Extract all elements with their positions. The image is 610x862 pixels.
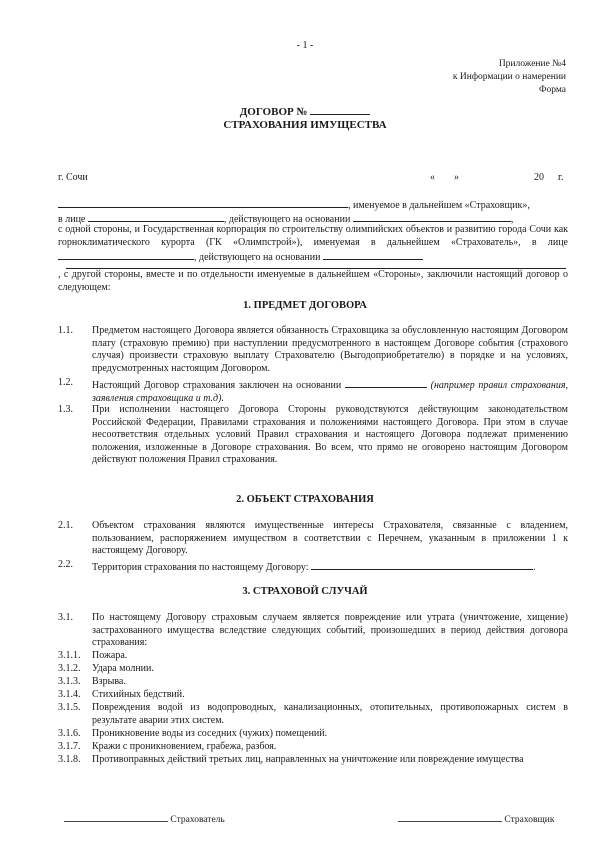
territory-blank xyxy=(311,559,533,570)
clause-text: Повреждения водой из водопроводных, канализационных, отопительных, противопожарных систем в результате аварии этих систем. xyxy=(92,702,568,726)
clause-text: Стихийных бедствий. xyxy=(92,689,185,700)
acting-basis-label: , действующего на основании xyxy=(223,214,351,225)
insurer-signature-line xyxy=(398,812,502,822)
annex-line-3: Форма xyxy=(538,85,566,95)
clause-number: 3.1.2. xyxy=(58,663,81,674)
page-number: - 1 - xyxy=(296,40,314,51)
annex-note xyxy=(453,58,566,97)
clause-number: 3.1.6. xyxy=(58,728,81,739)
insurer-basis-blank xyxy=(353,211,511,222)
contract-title-number: ДОГОВОР № xyxy=(239,106,308,118)
clause-number: 3.1.3. xyxy=(58,676,81,687)
section-title-3: 3. СТРАХОВОЙ СЛУЧАЙ xyxy=(242,586,368,597)
clause-text: По настоящему Договору страховым случаем является повреждение или утрата (уничтожение, хищение) застрахованного имущества вследствие следующих событий, произошедших в период действия договора страхования: xyxy=(92,612,568,648)
contract-title xyxy=(0,104,610,118)
clause-number: 3.1.7. xyxy=(58,741,81,752)
acting-basis-label-2: , действующего на основании xyxy=(194,252,321,263)
clause-1-2 xyxy=(92,377,568,405)
insurer-signature-label: Страховщик xyxy=(504,815,555,825)
insurer-name-blank xyxy=(58,197,348,208)
clause-example: (например правил страхования, заявления страховщика и т.д). xyxy=(92,380,569,404)
clause-number: 2.1. xyxy=(58,520,73,531)
section-title-2: 2. ОБЪЕКТ СТРАХОВАНИЯ xyxy=(236,494,374,505)
clause-number: 1.1. xyxy=(58,325,73,336)
clause-text: Противоправных действий третьих лиц, направленных на уничтожение или повреждение имущества xyxy=(92,754,524,765)
contract-subtitle: СТРАХОВАНИЯ ИМУЩЕСТВА xyxy=(223,119,387,131)
clause-text: Пожара. xyxy=(92,650,128,661)
clause-number: 3.1. xyxy=(58,612,73,623)
insured-signature-line xyxy=(64,812,168,822)
clause-number: 2.2. xyxy=(58,559,73,570)
preamble-closing xyxy=(58,262,568,294)
clause-number: 3.1.1. xyxy=(58,650,81,661)
in-person-label: в лице xyxy=(58,214,86,225)
clause-text: При исполнении настоящего Договора Стороны руководствуются действующим законодательством Российской Федерации, Правилами страхования и положениями настоящего Договора. При этом в случае несоответствия отдельных условий Правил страхования и настоящего Договора подлежат применению положения, изложенные в Договоре страхования. Во всем, что прямо не оговорено настоящим Договором действуют положения Правил страхования. xyxy=(92,404,568,465)
date-quote-close: » xyxy=(454,172,459,183)
date-year: 20 xyxy=(534,172,544,183)
clause-end: . xyxy=(533,562,536,573)
insurer-rep-blank xyxy=(88,211,224,222)
clause-number: 1.3. xyxy=(58,404,73,415)
clause-number: 3.1.4. xyxy=(58,689,81,700)
clause-text: Взрыва. xyxy=(92,676,126,687)
clause-number: 3.1.8. xyxy=(58,754,81,765)
clause-text: Объектом страхования являются имущественные интересы Страхователя, связанные с владением, пользованием, распоряжением имуществом в соответствии с Перечнем, указанным в приложении 1 к настоящему Договору. xyxy=(92,520,568,556)
preamble-body-text: с одной стороны, и Государственная корпорация по строительству олимпийских объектов и развитию города Сочи как горноклиматического курорта (ГК «Олимпстрой»), именуемая в дальнейшем «Страхователь», в лице xyxy=(58,224,568,248)
preamble-closing-blank xyxy=(66,258,566,269)
section-title-1: 1. ПРЕДМЕТ ДОГОВОРА xyxy=(243,300,367,311)
city: г. Сочи xyxy=(58,172,88,183)
insured-signature xyxy=(64,812,225,825)
annex-line-1: Приложение №4 xyxy=(498,59,566,69)
basis-blank xyxy=(345,377,427,388)
date-year-suffix: г. xyxy=(558,172,564,183)
clause-text: Удара молнии. xyxy=(92,663,154,674)
date-quote-open: « xyxy=(430,172,435,183)
clause-number: 3.1.5. xyxy=(58,702,81,713)
preamble-closing-text: , с другой стороны, вместе и по отдельности именуемые в дальнейшем «Стороны», заключили настоящий договор о следующем: xyxy=(58,269,568,293)
annex-line-2: к Информации о намерении xyxy=(452,72,566,82)
insurer-designation: , именуемое в дальнейшем «Страховщик», xyxy=(348,200,530,211)
clause-text: Предметом настоящего Договора является обязанность Страховщика за обусловленную настоящим Договором плату (страховую премию) при наступлении предусмотренного в настоящем Договоре события (страхового случая) произвести страховую выплату Страхователю (Выгодоприобретателю) в порядке и на условиях, предусмотренных настоящим Договором. xyxy=(92,325,568,374)
clause-text: Кражи с проникновением, грабежа, разбоя. xyxy=(92,741,277,752)
insured-signature-label: Страхователь xyxy=(170,815,225,825)
preamble-comma: , xyxy=(510,214,514,225)
insurer-signature xyxy=(398,812,554,825)
clause-2-2 xyxy=(92,559,568,575)
clause-number: 1.2. xyxy=(58,377,73,388)
contract-number-blank xyxy=(310,104,370,115)
clause-text: Территория страхования по настоящему Договору: xyxy=(92,562,309,573)
clause-text: Настоящий Договор страхования заключен на основании xyxy=(92,380,342,391)
clause-text: Проникновение воды из соседних (чужих) помещений. xyxy=(92,728,328,739)
